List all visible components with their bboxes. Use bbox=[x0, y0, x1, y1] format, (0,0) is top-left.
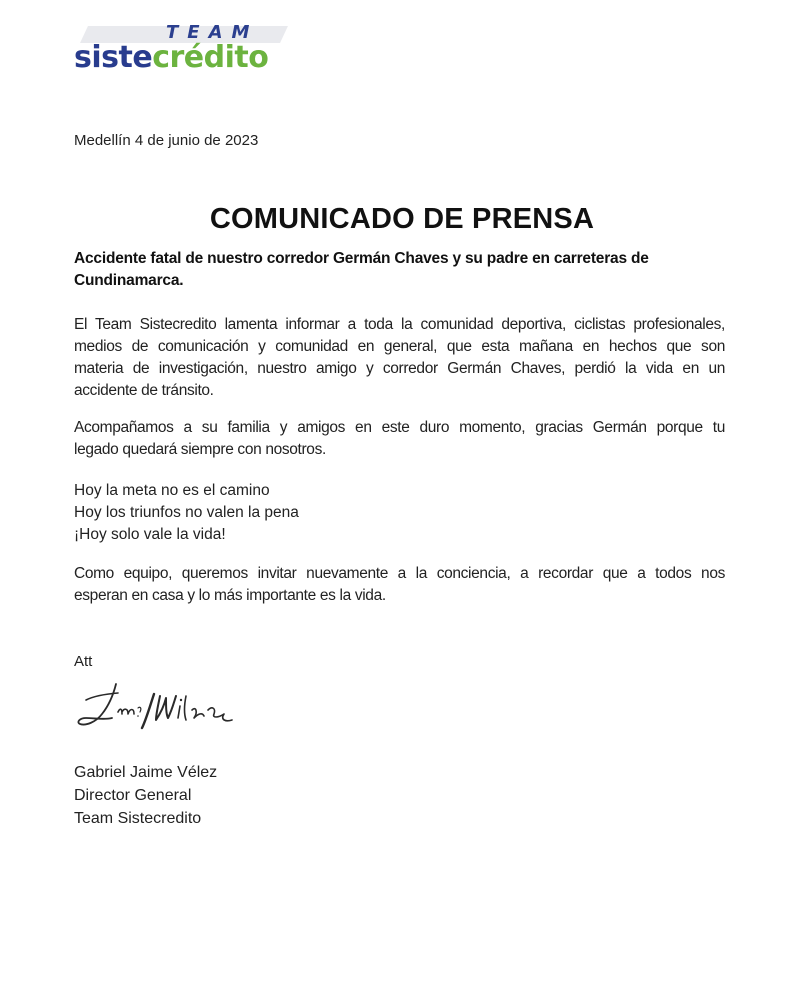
signature-block bbox=[74, 761, 217, 830]
paragraph-3 bbox=[74, 563, 725, 607]
signer-title: Director General bbox=[74, 787, 192, 804]
paragraph-1 bbox=[74, 314, 725, 402]
logo-team-text: TEAM bbox=[166, 22, 259, 43]
poem-line: Hoy la meta no es el camino bbox=[74, 482, 270, 499]
logo-wordmark-siste: siste bbox=[74, 40, 153, 75]
paragraph-2 bbox=[74, 417, 725, 461]
letter-date: Medellín 4 de junio de 2023 bbox=[74, 132, 259, 149]
handwritten-signature bbox=[74, 678, 244, 738]
paragraph-2-line: Acompañamos a su familia y amigos en este duro momento, gracias Germán porque tu bbox=[74, 419, 725, 436]
closing-att: Att bbox=[74, 653, 93, 670]
paragraph-1-line: El Team Sistecredito lamenta informar a toda la comunidad deportiva, ciclistas profesionales, bbox=[74, 316, 725, 333]
page-title: COMUNICADO DE PRENSA bbox=[209, 203, 595, 235]
paragraph-1-line: accidente de tránsito. bbox=[74, 382, 214, 399]
poem bbox=[74, 480, 299, 546]
paragraph-3-line: Como equipo, queremos invitar nuevamente a la conciencia, a recordar que a todos nos bbox=[74, 565, 725, 582]
team-sistecredito-logo bbox=[74, 18, 284, 80]
logo-wordmark bbox=[74, 40, 268, 76]
signer-name: Gabriel Jaime Vélez bbox=[74, 764, 218, 781]
logo-wordmark-credito: crédito bbox=[152, 40, 269, 75]
poem-line: ¡Hoy solo vale la vida! bbox=[74, 526, 226, 543]
signer-organization: Team Sistecredito bbox=[74, 810, 202, 827]
poem-line: Hoy los triunfos no valen la pena bbox=[74, 504, 299, 521]
paragraph-2-line: legado quedará siempre con nosotros. bbox=[74, 441, 326, 458]
paragraph-1-line: medios de comunicación y comunidad en general, que esta mañana en hechos que son bbox=[74, 338, 725, 355]
paragraph-1-line: materia de investigación, nuestro amigo y corredor Germán Chaves, perdió la vida en un bbox=[74, 360, 725, 377]
letter-subtitle: Accidente fatal de nuestro corredor Germán Chaves y su padre en carreteras de Cundinamarca. bbox=[74, 250, 649, 289]
paragraph-3-line: esperan en casa y lo más importante es la vida. bbox=[74, 587, 386, 604]
